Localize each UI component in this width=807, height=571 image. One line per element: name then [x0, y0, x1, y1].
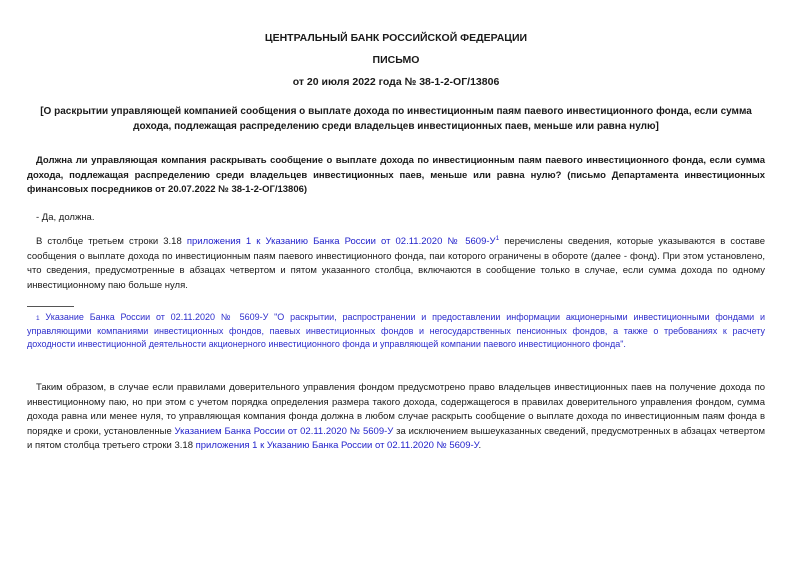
link-annex1-ukazanie-5609u-2[interactable]: приложения 1 к Указанию Банка России от 02.11.2020 № 5609-У: [195, 440, 479, 451]
conclusion-paragraph: [27, 381, 765, 454]
footnote-ref-1: 1: [495, 234, 500, 242]
header-organization: ЦЕНТРАЛЬНЫЙ БАНК РОССИЙСКОЙ ФЕДЕРАЦИИ: [264, 32, 528, 44]
conclusion-text-before-link1: Таким образом, в случае если правилами доверительного управления фондом предусмотрено право владельцев инвестиционных паев на получение дохода по инвестиционному паю, но при этом с учетом порядка определения размера такого дохода, содержащегося в правилах доверительного управления фондом, сумма дохода равна или менее нуля, то управляющая компания фонда должна в любом случае раскрыть сообщение о выплате дохода по инвестиционным паям фонда в порядке и сроки, установленные: [27, 382, 765, 437]
header-date-number: от 20 июля 2022 года № 38-1-2-ОГ/13806: [292, 76, 500, 88]
conclusion-text-between-links: за исключением вышеуказанных сведений, предусмотренных в абзацах четвертом и пятом столбца третьего строки 3.18: [27, 425, 765, 451]
ruling-text-after-link: перечислены сведения, которые указываются в составе сообщения о выплате дохода по инвестиционным паям паевого инвестиционного фонда, паи которого ограничены в обороте (далее - фонд). При этом установлено, что сведения, предусмотренные в абзацах четвертом и пятом указанного столбца, включаются в сообщение только в случае, если сумма дохода по одному инвестиционному паю больше нуля.: [27, 236, 766, 291]
answer-text: - Да, должна.: [36, 211, 95, 223]
ruling-paragraph: [27, 235, 765, 293]
ruling-text-before-link: В столбце третьем строки 3.18: [36, 236, 187, 247]
footnote-separator: [27, 306, 74, 307]
conclusion-text-after-link2: .: [478, 440, 482, 451]
question-paragraph: [27, 154, 765, 198]
footnote-marker: 1: [36, 315, 40, 322]
answer-paragraph: [27, 211, 765, 226]
document-subject: [О раскрытии управляющей компанией сообщения о выплате дохода по инвестиционным паям паевого инвестиционного фонда, если сумма дохода, подлежащая распределению среди владельцев инвестиционных паев, меньше или равна нулю]: [40, 106, 752, 132]
header-doc-type: ПИСЬМО: [372, 54, 420, 66]
link-ukazanie-5609u[interactable]: Указанием Банка России от 02.11.2020 № 5609-У: [174, 425, 394, 437]
link-annex1-ukazanie-5609u[interactable]: приложения 1 к Указанию Банка России от 02.11.2020 № 5609-У: [186, 236, 496, 247]
footnote-text: Указание Банка России от 02.11.2020 № 5609-У "О раскрытии, распространении и предоставлении информации акционерными инвестиционными фондами и управляющими компаниями инвестиционных фондов, паевых инвестиционных фондов и негосударственных пенсионных фондов, а также о требованиях к расчету доходности инвестиционной деятельности акционерного инвестиционного фонда и управляющей компании паевого инвестиционного фонда".: [27, 312, 765, 349]
question-text: Должна ли управляющая компания раскрывать сообщение о выплате дохода по инвестиционным паям паевого инвестиционного фонда, если сумма дохода, подлежащая распределению среди владельцев инвестиционных паев, меньше или равна нулю? (письмо Департамента инвестиционных финансовых посредников от 20.07.2022 № 38-1-2-ОГ/13806): [27, 155, 765, 195]
footnote: [27, 311, 765, 351]
